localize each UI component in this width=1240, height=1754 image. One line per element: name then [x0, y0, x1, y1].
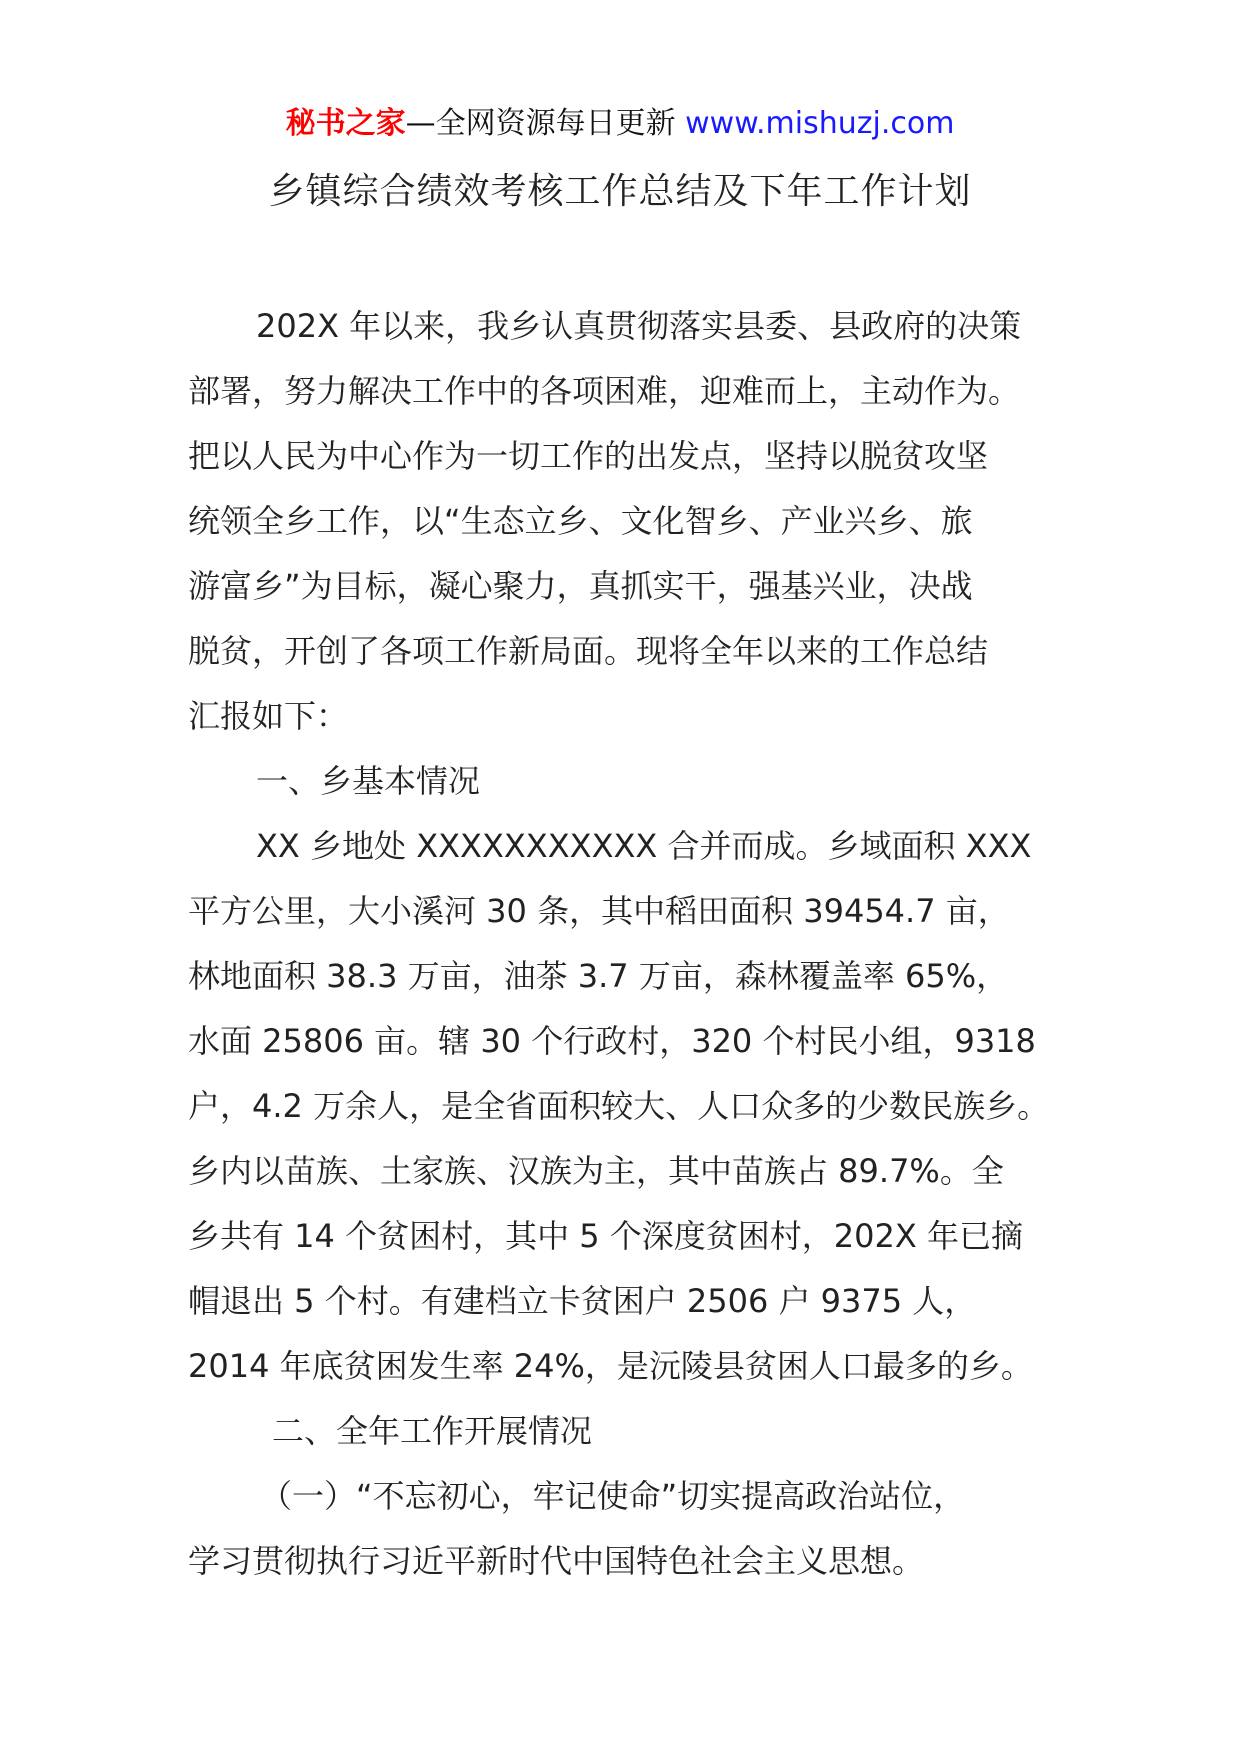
body-line: 脱贫，开创了各项工作新局面。现将全年以来的工作总结 — [188, 632, 989, 670]
body-line: 统领全乡工作，以“生态立乡、文化智乡、产业兴乡、旅 — [188, 502, 973, 540]
body-line: 学习贯彻执行习近平新时代中国特色社会主义思想。 — [188, 1542, 925, 1580]
brand-name: 秘书之家 — [285, 106, 406, 141]
site-header — [0, 98, 1240, 150]
body-line: 把以人民为中心作为一切工作的出发点，坚持以脱贫攻坚 — [188, 437, 989, 475]
body-line: 部署，努力解决工作中的各项困难，迎难而上，主动作为。 — [188, 372, 1021, 410]
document-title: 乡镇综合绩效考核工作总结及下年工作计划 — [268, 171, 972, 212]
body-line: 帽退出 5 个村。有建档立卡贫困户 2506 户 9375 人， — [188, 1282, 977, 1320]
body-line: 2014 年底贫困发生率 24%，是沅陵县贫困人口最多的乡。 — [188, 1347, 1033, 1385]
body-line: 户，4.2 万余人，是全省面积较大、人口众多的少数民族乡。 — [188, 1087, 1050, 1125]
site-tagline: —全网资源每日更新 — [405, 106, 676, 141]
body-line: 乡内以苗族、土家族、汉族为主，其中苗族占 89.7%。全 — [188, 1152, 1004, 1190]
body-line: XX 乡地处 XXXXXXXXXXX 合并而成。乡域面积 XXX — [256, 827, 1032, 865]
site-url[interactable]: www.mishuzj.com — [685, 106, 955, 141]
body-line: 水面 25806 亩。辖 30 个行政村，320 个村民小组，9318 — [188, 1022, 1036, 1060]
body-line: 平方公里，大小溪河 30 条，其中稻田面积 39454.7 亩， — [188, 892, 1010, 930]
document-body — [188, 294, 1068, 1594]
section-heading: 二、全年工作开展情况 — [272, 1412, 593, 1450]
body-line: 林地面积 38.3 万亩，油茶 3.7 万亩，森林覆盖率 65%， — [188, 957, 1009, 995]
body-line: 游富乡”为目标，凝心聚力，真抓实干，强基兴业，决战 — [188, 567, 973, 605]
subsection-heading: （一）“不忘初心，牢记使命”切实提高政治站位， — [260, 1477, 966, 1515]
body-line: 汇报如下： — [188, 697, 349, 735]
body-line: 乡共有 14 个贫困村，其中 5 个深度贫困村，202X 年已摘 — [188, 1217, 1023, 1255]
body-line: 202X 年以来，我乡认真贯彻落实县委、县政府的决策 — [256, 307, 1022, 345]
section-heading: 一、乡基本情况 — [256, 762, 481, 800]
